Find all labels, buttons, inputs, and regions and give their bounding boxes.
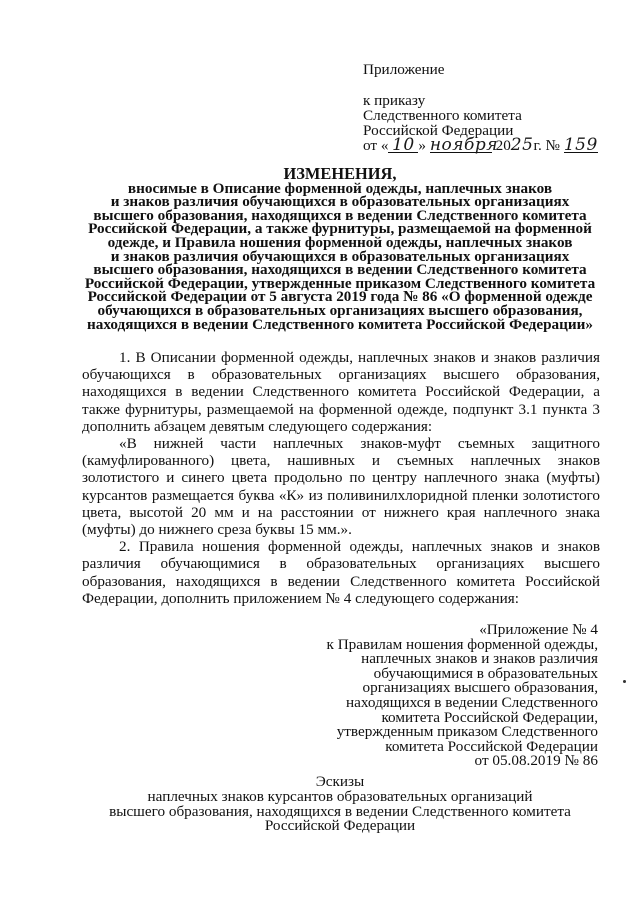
date-prefix: от «	[363, 137, 389, 154]
document-body	[82, 349, 600, 607]
paragraph-quote: «В нижней части наплечных знаков-муфт съемных защитного (камуфлированного) цвета, нашивных и съемных наплечных знаков золотистого и синего цвета продольно по центру наплечного знака (муфты) курсантов размещается буква «К» из поливинилхлоридной пленки золотистого цвета, высотой 20 мм и на расстоянии от нижнего края наплечного знака (муфты) до нижнего среза буквы 15 мм.».	[82, 435, 600, 539]
title-line: одежде, и Правила ношения форменной одежды, наплечных знаков	[107, 233, 573, 251]
annex-line: организациях высшего образования,	[362, 679, 598, 697]
sketches-line: высшего образования, находящихся в ведении Следственного комитета	[109, 802, 571, 820]
committee-line: Следственного комитета	[363, 107, 522, 124]
title-line: вносимые в Описание форменной одежды, наплечных знаков	[127, 179, 553, 197]
handwritten-number: 159	[563, 135, 598, 155]
annex-line: обучающимися в образовательных	[373, 664, 598, 682]
title-line: Российской Федерации, а также фурнитуры, размещаемой на форменной	[88, 220, 592, 238]
annex-line: утвержденным приказом Следственного	[336, 723, 598, 741]
title-heading: ИЗМЕНЕНИЯ,	[283, 164, 397, 183]
title-line: и знаков различия обучающихся в образовательных организациях	[110, 193, 570, 211]
sketches-heading: Эскизы	[315, 773, 365, 790]
date-mid: »	[418, 137, 427, 154]
appendix-label: Приложение	[363, 61, 445, 78]
annex-line: «Приложение № 4	[479, 621, 598, 638]
paragraph-1: 1. В Описании форменной одежды, наплечных знаков и знаков различия обучающихся в образовательных организациях высшего образования, находящихся в ведении Следственного комитета Российской Федерации, а также фурнитуры, размещаемой на форменной одежде, подпункт 3.1 пункта 3 дополнить абзацем девятым следующего содержания:	[82, 349, 600, 435]
sketches-line: наплечных знаков курсантов образовательных организаций	[147, 787, 533, 805]
to-order-line: к приказу	[363, 92, 426, 109]
year-end: г. №	[533, 137, 561, 154]
year-prefix: 20	[495, 137, 511, 154]
title-line: находящихся в ведении Следственного комитета Российской Федерации»	[87, 315, 593, 333]
annex-4-header	[300, 623, 598, 769]
paragraph-2: 2. Правила ношения форменной одежды, наплечных знаков и знаков различия обучающимися в образовательных организациях высшего образования, находящихся в ведении Следственного комитета Российской Федерации, дополнить приложением № 4 следующего содержания:	[82, 538, 600, 607]
title-line: и знаков различия обучающихся в образовательных организациях	[110, 247, 570, 265]
sketches-line: Российской Федерации	[264, 817, 416, 835]
federation-line: Российской Федерации	[363, 122, 514, 139]
title-line: Российской Федерации от 5 августа 2019 года № 86 «О форменной одежде	[87, 288, 593, 306]
annex-line: находящихся в ведении Следственного	[346, 693, 598, 711]
title-line: обучающихся в образовательных организациях высшего образования,	[97, 301, 583, 319]
handwritten-day: 10	[392, 135, 415, 155]
annex-line: к Правилам ношения форменной одежды,	[326, 635, 598, 653]
annex-line: от 05.08.2019 № 86	[474, 752, 598, 770]
handwritten-year: 25	[510, 135, 534, 155]
title-line: высшего образования, находящихся в ведении Следственного комитета	[93, 206, 587, 224]
annex-line: наплечных знаков и знаков различия	[361, 650, 598, 668]
order-date-line	[363, 135, 613, 155]
handwritten-month: ноября	[429, 135, 499, 155]
title-line: Российской Федерации, утвержденные приказом Следственного комитета	[84, 274, 596, 292]
sketches-title	[82, 775, 598, 834]
annex-line: комитета Российской Федерации,	[381, 708, 598, 726]
appendix-header	[363, 62, 613, 153]
scan-speck	[623, 680, 626, 683]
title-line: высшего образования, находящихся в ведении Следственного комитета	[93, 261, 587, 279]
document-title	[82, 164, 598, 333]
annex-line: комитета Российской Федерации	[385, 737, 598, 755]
